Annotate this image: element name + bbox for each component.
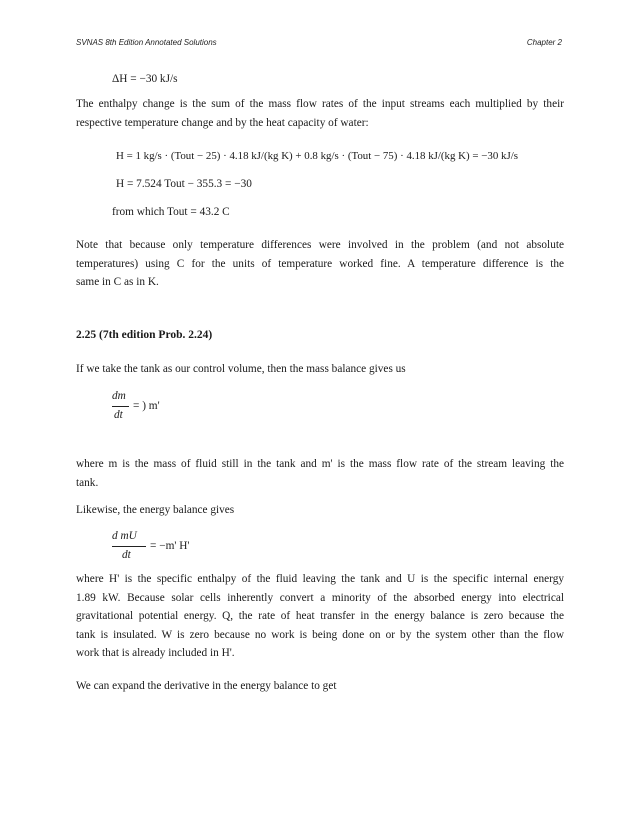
equation-linear: H = 7.524 Tout − 355.3 = −30 [116,178,252,190]
text-line: respective temperature change and by the heat capacity of water: [76,116,369,129]
section-heading: 2.25 (7th edition Prob. 2.24) [76,329,213,341]
text-line: Likewise, the energy balance gives [76,504,235,516]
text-line: If we take the tank as our control volume, then the mass balance gives us [76,363,406,375]
paragraph-mass-balance-intro [76,360,564,379]
paragraph-expand-derivative [76,677,564,696]
header-chapter: Chapter 2 [526,38,562,47]
paragraph-mass-definition [76,455,564,492]
fraction-rhs: = ) m' [133,400,160,412]
fraction-rhs: = −m' H' [150,540,190,552]
equation-delta-h: ΔH = −30 kJ/s [112,73,178,85]
text-line: gravitational potential energy. Q, the rate of heat transfer in the energy balance is zero because the [76,610,564,622]
fraction-numerator: d mU [112,530,137,542]
text-line: same in C as in K. [76,276,159,288]
equation-result: from which Tout = 43.2 C [112,206,230,218]
text-line: tank is insulated. W is zero because no work is being done on or by the system other than the flow [76,628,564,641]
paragraph-energy-terms [76,570,564,663]
equation-enthalpy-sum: H = 1 kg/s · (Tout − 25) · 4.18 kJ/(kg K) + 0.8 kg/s · (Tout − 75) · 4.18 kJ/(kg K) = −30 kJ/s [116,150,518,162]
header-title: SVNAS 8th Edition Annotated Solutions [76,38,217,47]
fraction-denominator: dt [114,409,123,421]
fraction-bar [112,546,146,547]
fraction-denominator: dt [122,549,131,561]
text-line: tank. [76,476,99,489]
text-line: 1.89 kW. Because solar cells inherently convert a minority of the absorbed energy into electrical [76,591,564,604]
text-line: The enthalpy change is the sum of the mass flow rates of the input streams each multiplied by their [76,98,564,110]
text-line: where H' is the specific enthalpy of the fluid leaving the tank and U is the specific internal energy [76,573,564,585]
paragraph-enthalpy-change [76,95,564,132]
text-line: work that is already included in H'. [76,647,235,659]
text-line: Note that because only temperature differences were involved in the problem (and not absolute [76,239,564,251]
text-line: We can expand the derivative in the energy balance to get [76,680,337,692]
fraction-numerator: dm [112,390,126,402]
paragraph-temperature-note [76,236,564,292]
fraction-bar [112,406,129,407]
text-line: temperatures) using C for the units of temperature worked fine. A temperature difference is the [76,257,564,270]
text-line: where m is the mass of fluid still in the tank and m' is the mass flow rate of the stream leaving the [76,458,564,470]
paragraph-energy-balance-intro [76,501,564,520]
